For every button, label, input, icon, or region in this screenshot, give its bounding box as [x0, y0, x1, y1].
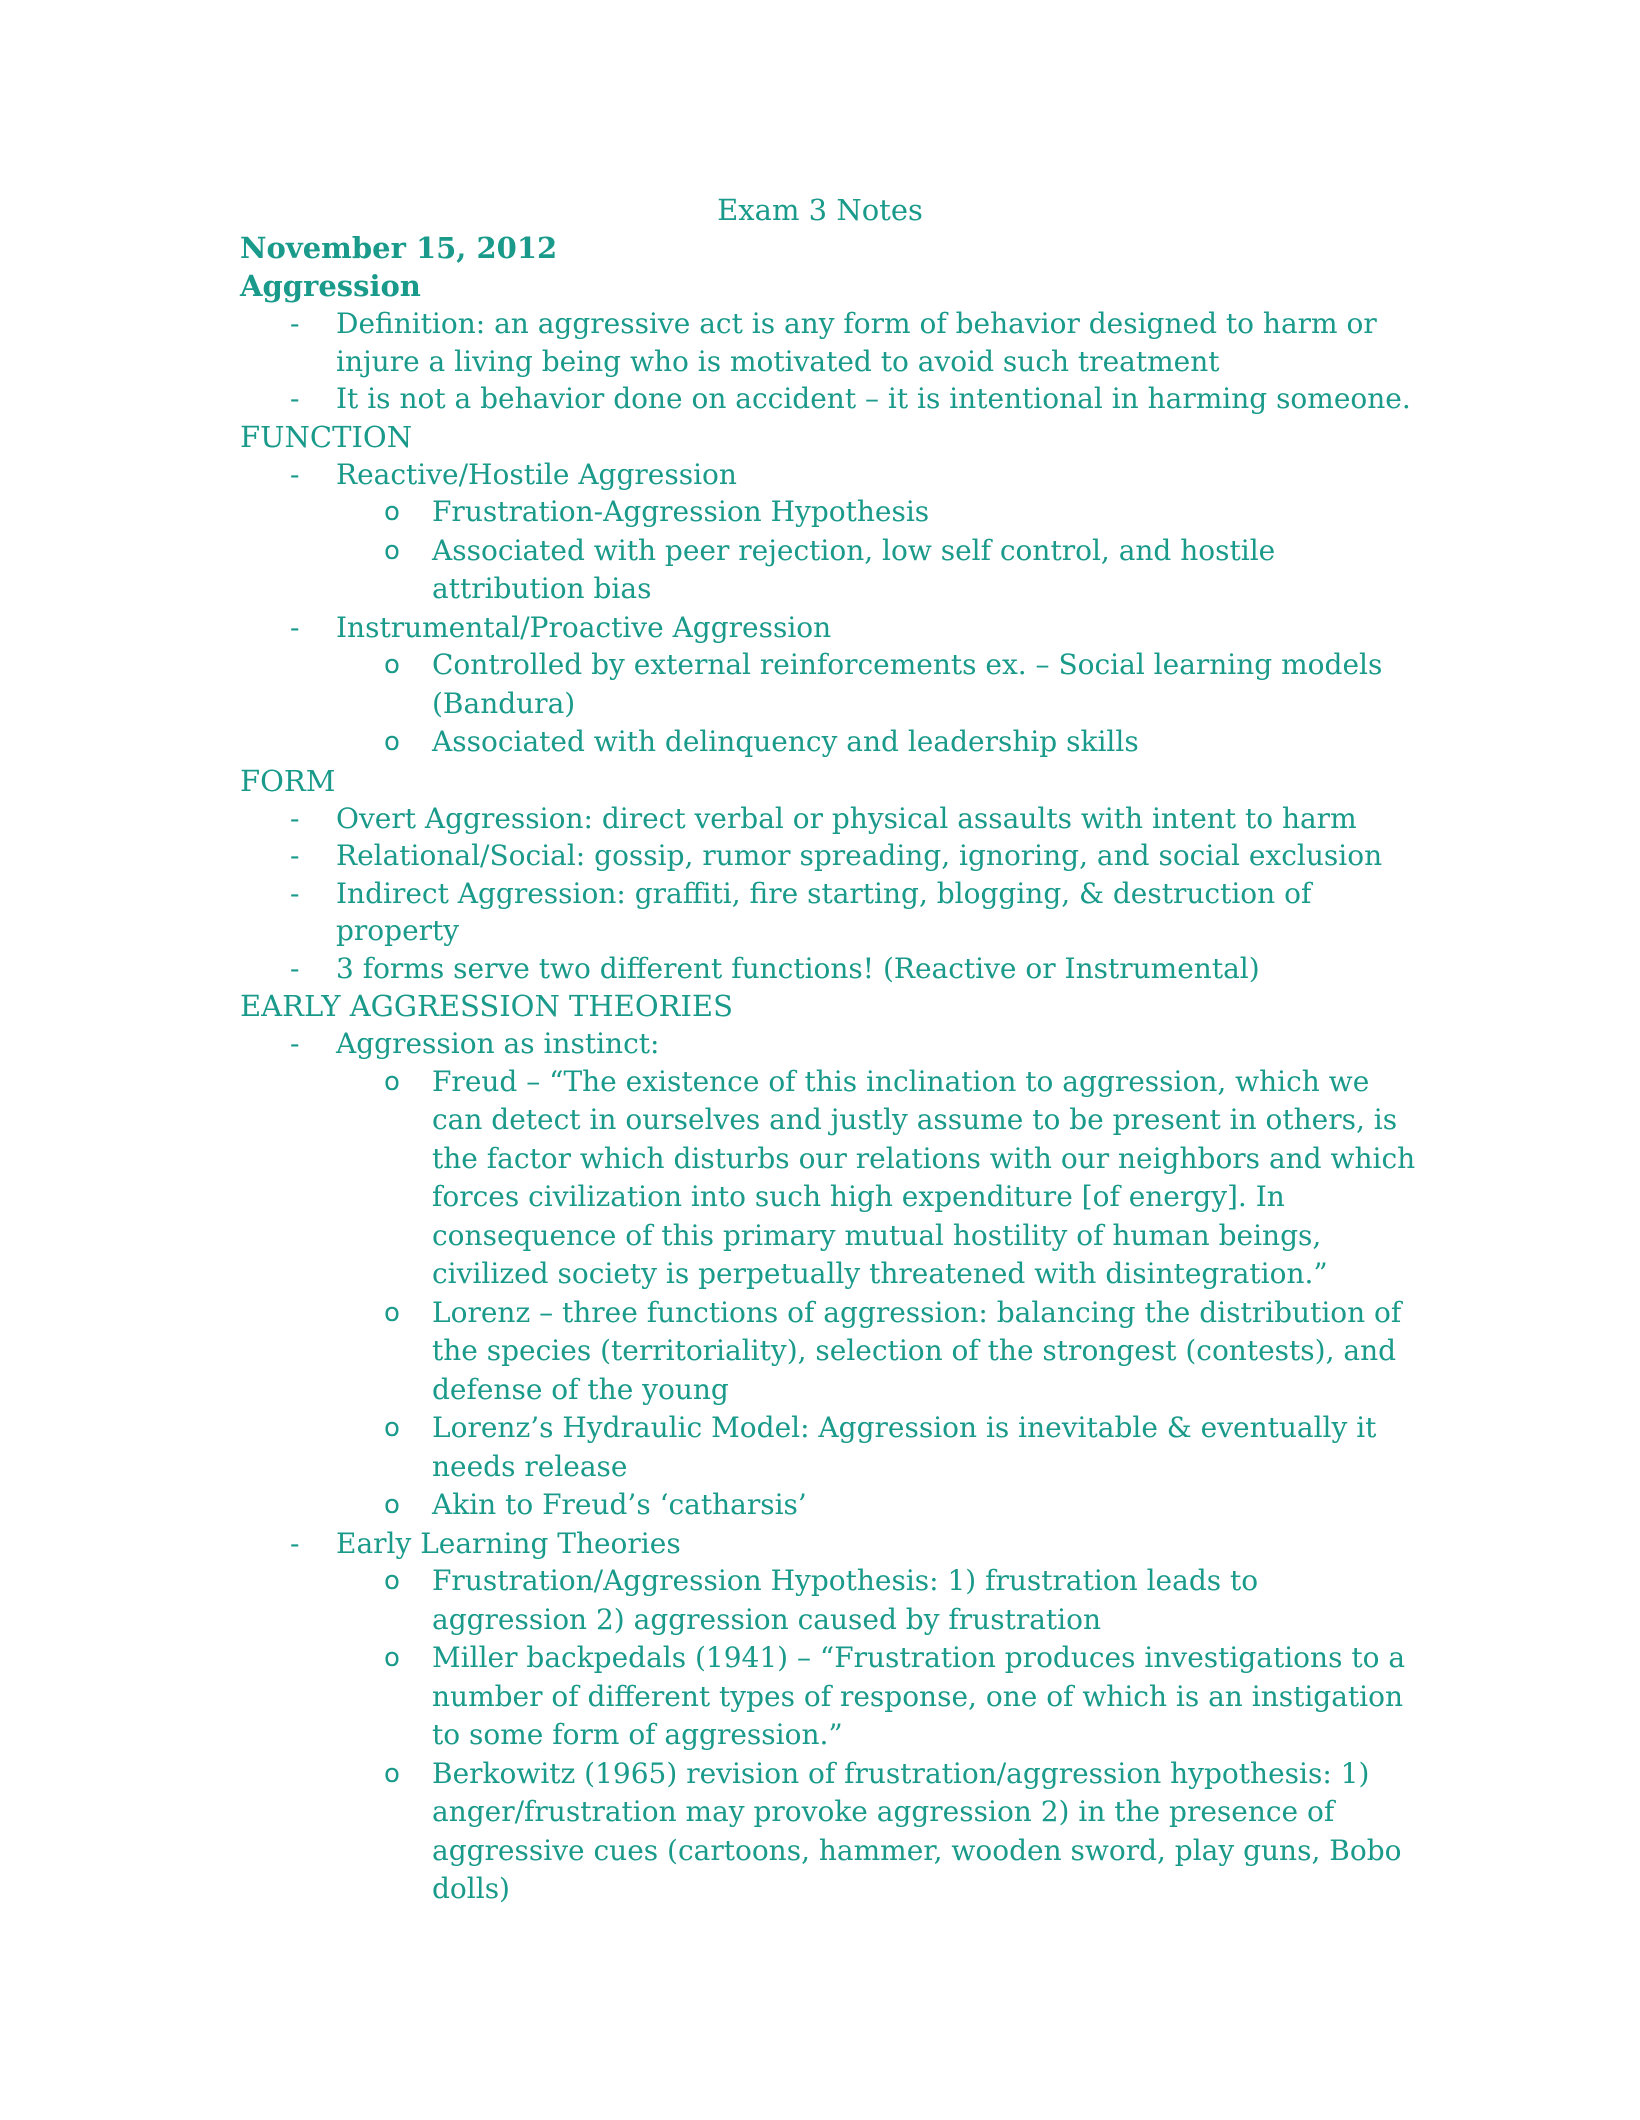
- dash-bullet-marker: -: [290, 1027, 300, 1060]
- list-item: [240, 456, 1420, 494]
- circle-bullet-marker: o: [384, 650, 400, 680]
- bullet-text: Controlled by external reinforcements ex. – Social learning models (Bandura): [432, 648, 1383, 720]
- bullet-text: Aggression as instinct:: [336, 1027, 660, 1060]
- section-list: [240, 456, 1420, 762]
- sub-list-item: [240, 1639, 1420, 1755]
- bullet-text: Reactive/Hostile Aggression: [336, 457, 737, 491]
- sub-list-item: [240, 493, 1420, 532]
- bullet-text: Berkowitz (1965) revision of frustration/aggression hypothesis: 1) anger/frustration may provoke aggression 2) in the presence of aggressive cues (cartoons, hammer, wooden sword, play guns, Bobo dolls): [432, 1756, 1402, 1905]
- dash-bullet-marker: -: [290, 382, 300, 415]
- bullet-text: It is not a behavior done on accident – it is intentional in harming someone.: [336, 382, 1411, 415]
- bullet-text: Relational/Social: gossip, rumor spreading, ignoring, and social exclusion: [336, 839, 1383, 872]
- bullet-text: Miller backpedals (1941) – “Frustration produces investigations to a number of different types of response, one of which is an instigation to some form of aggression.”: [432, 1641, 1406, 1751]
- bullet-text: Freud – “The existence of this inclination to aggression, which we can detect in ourselves and justly assume to be present in others, is the factor which disturbs our relations with our neighbors and which forces civilization into such high expenditure [of energy]. In consequence of this primary mutual hostility of human beings, civilized society is perpetually threatened with disintegration.”: [432, 1064, 1416, 1290]
- list-item: [240, 800, 1420, 838]
- dash-bullet-marker: -: [290, 951, 300, 985]
- bullet-text: Overt Aggression: direct verbal or physical assaults with intent to harm: [336, 801, 1357, 835]
- section-list: [240, 800, 1420, 988]
- sub-list-item: [240, 1063, 1420, 1294]
- circle-bullet-marker: o: [384, 535, 400, 566]
- list-item: [240, 380, 1420, 418]
- bullet-text: Indirect Aggression: graffiti, fire starting, blogging, & destruction of property: [336, 876, 1312, 947]
- bullet-text: Lorenz – three functions of aggression: balancing the distribution of the species (territoriality), selection of the strongest (contests), and defense of the young: [432, 1295, 1402, 1406]
- list-item: [240, 1525, 1420, 1563]
- document-title: Exam 3 Notes: [717, 193, 923, 227]
- list-item: [240, 875, 1420, 950]
- bullet-text: Lorenz’s Hydraulic Model: Aggression is inevitable & eventually it needs release: [432, 1411, 1377, 1483]
- dash-bullet-marker: -: [290, 876, 300, 910]
- sub-list-item: [240, 723, 1420, 762]
- section: [240, 987, 1420, 1909]
- sub-list-item: [240, 1409, 1420, 1486]
- section: [240, 418, 1420, 762]
- circle-bullet-marker: o: [384, 1758, 400, 1789]
- list-item: [240, 950, 1420, 988]
- bullet-text: Associated with peer rejection, low self control, and hostile attribution bias: [432, 533, 1276, 605]
- circle-bullet-marker: o: [384, 1066, 400, 1097]
- sub-list-item: [240, 1755, 1420, 1909]
- note-date: November 15, 2012: [240, 231, 558, 265]
- dash-bullet-marker: -: [290, 307, 300, 340]
- bullet-text: Instrumental/Proactive Aggression: [336, 610, 832, 644]
- section: [240, 762, 1420, 988]
- list-item: [240, 305, 1420, 380]
- bullet-text: Frustration-Aggression Hypothesis: [432, 495, 930, 528]
- bullet-text: Early Learning Theories: [336, 1526, 681, 1560]
- sub-list-item: [240, 532, 1420, 609]
- topic-heading: Aggression: [240, 269, 421, 303]
- circle-bullet-marker: o: [384, 497, 400, 527]
- sub-list-item: [240, 1294, 1420, 1410]
- dash-bullet-marker: -: [290, 1526, 300, 1560]
- dash-bullet-marker: -: [290, 610, 300, 644]
- dash-bullet-marker: -: [290, 457, 300, 491]
- circle-bullet-marker: o: [384, 1297, 400, 1328]
- bullet-text: Frustration/Aggression Hypothesis: 1) frustration leads to aggression 2) aggression caused by frustration: [432, 1564, 1259, 1636]
- circle-bullet-marker: o: [384, 727, 400, 757]
- list-item: [240, 837, 1420, 875]
- section-heading: EARLY AGGRESSION THEORIES: [240, 989, 733, 1023]
- bullet-text: Associated with delinquency and leadership skills: [432, 725, 1139, 758]
- section-heading: FORM: [240, 763, 336, 798]
- list-item: [240, 1025, 1420, 1063]
- bullet-text: Definition: an aggressive act is any form of behavior designed to harm or injure a living being who is motivated to avoid such treatment: [336, 307, 1377, 378]
- dash-bullet-marker: -: [290, 801, 300, 835]
- document-body: [240, 229, 1420, 1909]
- intro-list: [240, 305, 1420, 418]
- dash-bullet-marker: -: [290, 839, 300, 872]
- sub-list-item: [240, 646, 1420, 723]
- circle-bullet-marker: o: [384, 1643, 400, 1673]
- sub-list-item: [240, 1486, 1420, 1525]
- list-item: [240, 609, 1420, 647]
- bullet-text: 3 forms serve two different functions! (Reactive or Instrumental): [336, 951, 1260, 985]
- sections-container: [240, 418, 1420, 1909]
- circle-bullet-marker: o: [384, 1566, 400, 1596]
- sub-list-item: [240, 1562, 1420, 1639]
- bullet-text: Akin to Freud’s ‘catharsis’: [432, 1488, 807, 1521]
- circle-bullet-marker: o: [384, 1490, 400, 1520]
- section-list: [240, 1025, 1420, 1909]
- circle-bullet-marker: o: [384, 1413, 400, 1443]
- section-heading: FUNCTION: [240, 419, 413, 454]
